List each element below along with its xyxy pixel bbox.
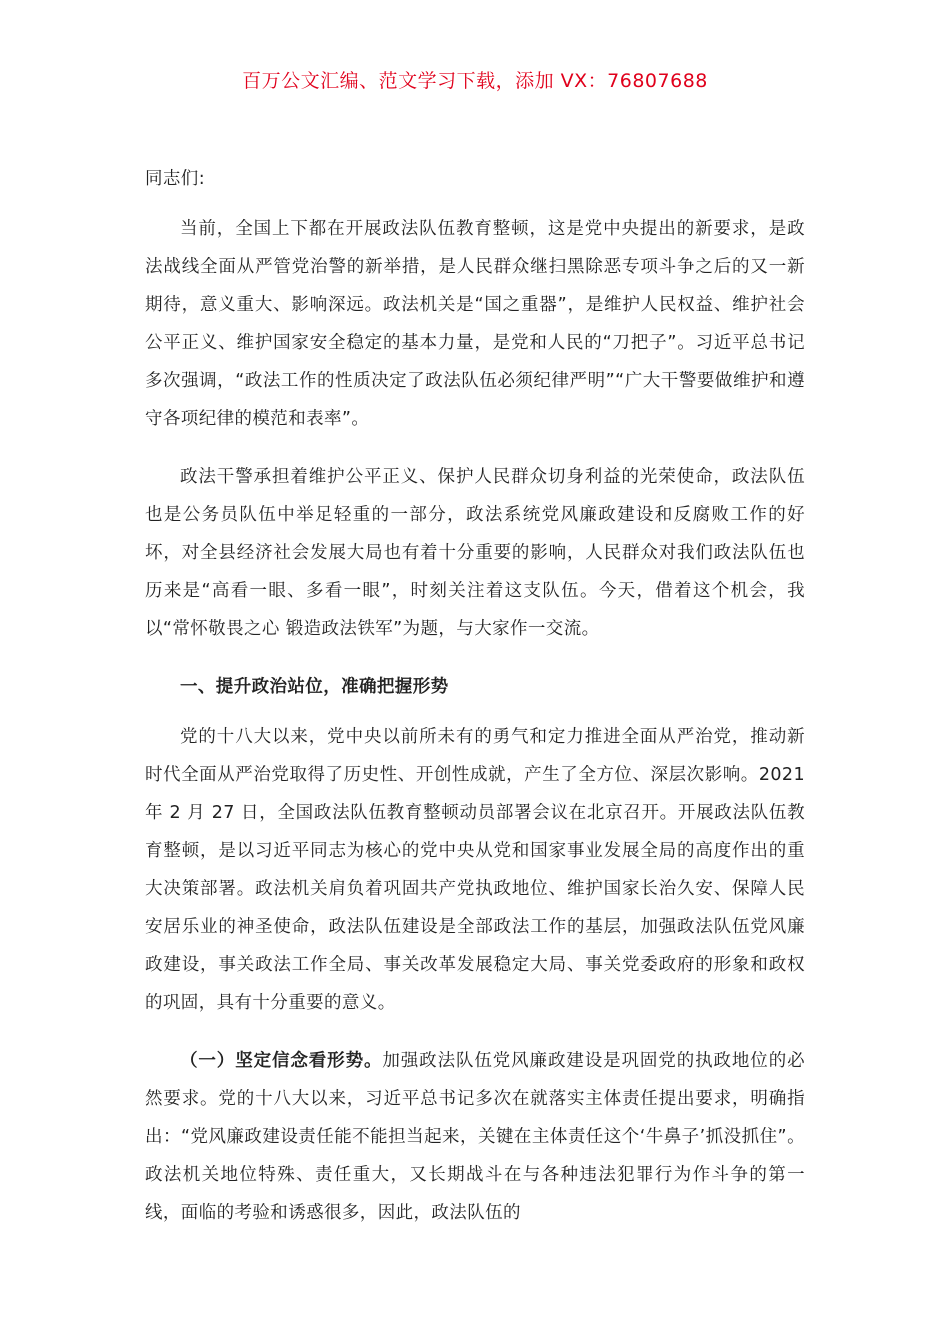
spacer <box>145 438 805 458</box>
spacer <box>145 198 805 210</box>
section-1-paragraph: 党的十八大以来，党中央以前所未有的勇气和定力推进全面从严治党，推动新时代全面从严治党取得了历史性、开创性成就，产生了全方位、深层次影响。2021 年 2 月 27 日，全国政法队伍教育整顿动员部署会议在北京召开。开展政法队伍教育整顿，是以习近平同志为核心的党中央从党和国家事业发展全局的高度作出的重大决策部署。政法机关肩负着巩固共产党执政地位、维护国家长治久安、保障人民安居乐业的神圣使命，政法队伍建设是全部政法工作的基层，加强政法队伍党风廉政建设，事关政法工作全局、事关改革发展稳定大局、事关党委政府的形象和政权的巩固，具有十分重要的意义。 <box>145 727 805 1013</box>
download-banner: 百万公文汇编、范文学习下载，添加 VX：76807688 <box>242 70 708 92</box>
subsection-1-paragraph <box>145 1042 805 1232</box>
document-body <box>145 160 805 1232</box>
spacer <box>145 706 805 718</box>
spacer <box>145 1022 805 1042</box>
spacer <box>145 648 805 668</box>
salutation: 同志们: <box>145 169 205 189</box>
subsection-1-text: 加强政法队伍党风廉政建设是巩固党的执政地位的必然要求。党的十八大以来，习近平总书记多次在就落实主体责任提出要求，明确指出：“党风廉政建设责任能不能担当起来，关键在主体责任这个‘牛鼻子’抓没抓住”。政法机关地位特殊、责任重大，又长期战斗在与各种违法犯罪行为作斗争的第一线，面临的考验和诱惑很多，因此，政法队伍的 <box>145 1051 806 1223</box>
intro-paragraph-1: 当前，全国上下都在开展政法队伍教育整顿，这是党中央提出的新要求，是政法战线全面从严管党治警的新举措，是人民群众继扫黑除恶专项斗争之后的又一新期待，意义重大、影响深远。政法机关是“国之重器”，是维护人民权益、维护社会公平正义、维护国家安全稳定的基本力量，是党和人民的“刀把子”。习近平总书记多次强调，“政法工作的性质决定了政法队伍必须纪律严明”“广大干警要做维护和遵守各项纪律的模范和表率”。 <box>145 219 805 429</box>
subsection-1-lead: （一）坚定信念看形势。 <box>180 1051 383 1071</box>
intro-paragraph-2: 政法干警承担着维护公平正义、保护人民群众切身利益的光荣使命，政法队伍也是公务员队伍中举足轻重的一部分，政法系统党风廉政建设和反腐败工作的好坏，对全县经济社会发展大局也有着十分重要的影响，人民群众对我们政法队伍也历来是“高看一眼、多看一眼”，时刻关注着这支队伍。今天，借着这个机会，我以“常怀敬畏之心 锻造政法铁军”为题，与大家作一交流。 <box>145 467 805 639</box>
section-heading-1: 一、提升政治站位，准确把握形势 <box>180 677 449 697</box>
